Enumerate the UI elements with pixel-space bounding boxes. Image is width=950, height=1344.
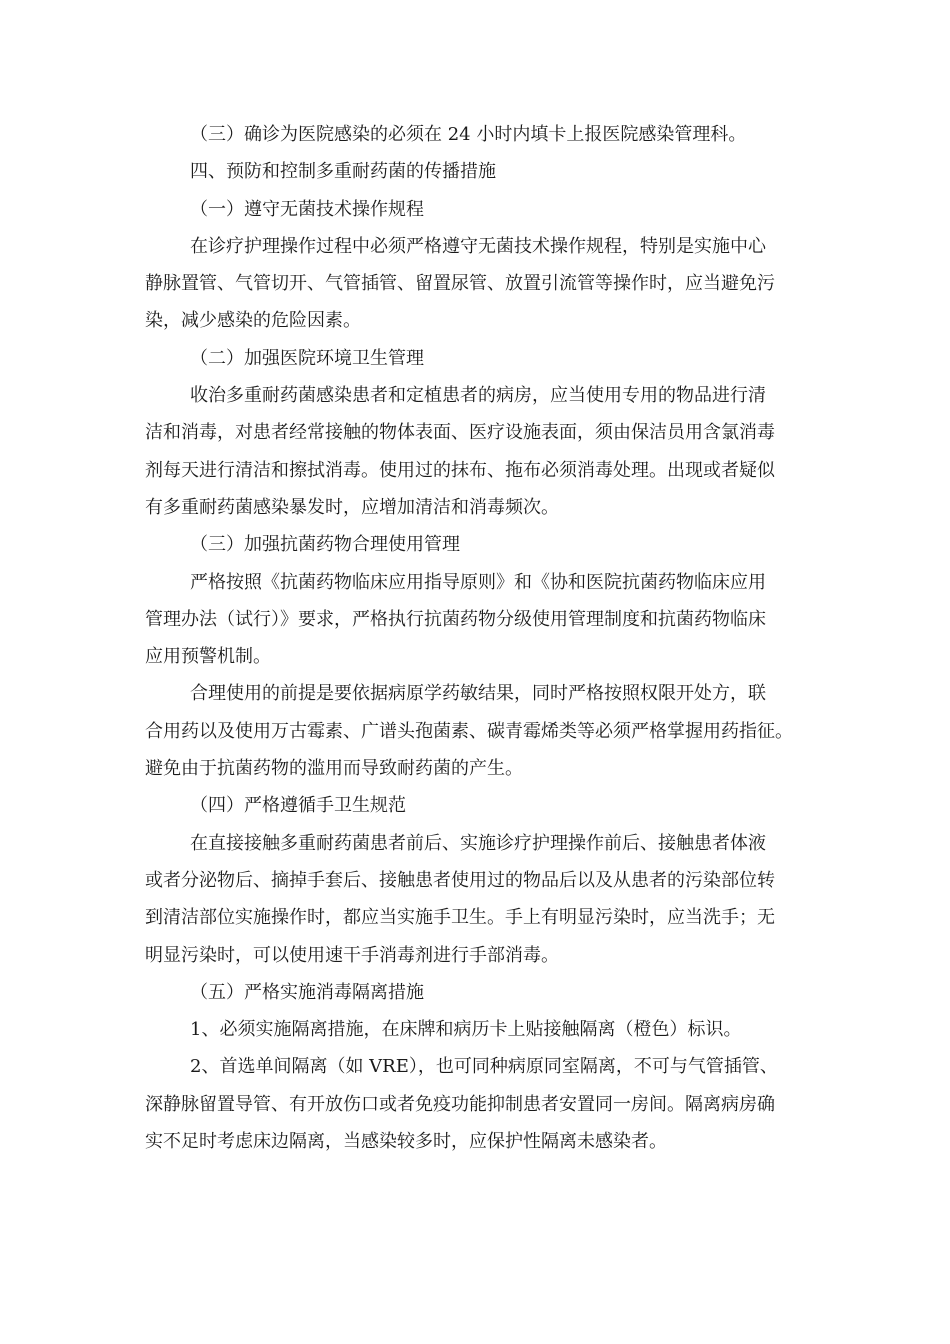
text-line: 实不足时考虑床边隔离，当感染较多时，应保护性隔离未感染者。	[145, 1131, 667, 1153]
paragraph-aseptic-technique	[145, 228, 807, 340]
text-line: 收治多重耐药菌感染患者和定植患者的病房，应当使用专用的物品进行清	[190, 385, 766, 407]
text-line: 到清洁部位实施操作时，都应当实施手卫生。手上有明显污染时，应当洗手；无	[145, 907, 775, 929]
text-line: 在诊疗护理操作过程中必须严格遵守无菌技术操作规程，特别是实施中心	[190, 235, 766, 257]
text-line: 深静脉留置导管、有开放伤口或者免疫功能抑制患者安置同一房间。隔离病房确	[145, 1093, 775, 1115]
text-line: （五）严格实施消毒隔离措施	[190, 981, 424, 1003]
text-line: 合理使用的前提是要依据病原学药敏结果，同时严格按照权限开处方，联	[190, 683, 766, 705]
text-line: （二）加强医院环境卫生管理	[190, 347, 424, 369]
text-line: 或者分泌物后、摘掉手套后、接触患者使用过的物品后以及从患者的污染部位转	[145, 869, 775, 891]
text-line: （三）确诊为医院感染的必须在 24 小时内填卡上报医院感染管理科。	[190, 124, 747, 145]
subheading-3-antibiotic-management	[145, 526, 807, 563]
subheading-4-hand-hygiene	[145, 787, 807, 824]
text-line: 2、首选单间隔离（如 VRE），也可同种病原同室隔离，不可与气管插管、	[190, 1056, 778, 1078]
text-line: 洁和消毒，对患者经常接触的物体表面、医疗设施表面，须由保洁员用含氯消毒	[145, 422, 775, 444]
text-line: （一）遵守无菌技术操作规程	[190, 198, 424, 220]
text-line: 四、预防和控制多重耐药菌的传播措施	[190, 161, 496, 183]
text-line: 有多重耐药菌感染暴发时，应增加清洁和消毒频次。	[145, 496, 559, 518]
paragraph-rational-use	[145, 675, 807, 787]
paragraph-antibiotic-guidelines	[145, 564, 807, 676]
text-line: 静脉置管、气管切开、气管插管、留置尿管、放置引流管等操作时，应当避免污	[145, 273, 775, 295]
text-line: （四）严格遵循手卫生规范	[190, 795, 406, 817]
section-heading-4-prevention	[145, 153, 807, 190]
text-line: 合用药以及使用万古霉素、广谱头孢菌素、碳青霉烯类等必须严格掌握用药指征。	[145, 720, 793, 742]
text-line: 剂每天进行清洁和擦拭消毒。使用过的抹布、拖布必须消毒处理。出现或者疑似	[145, 459, 775, 481]
text-line: 在直接接触多重耐药菌患者前后、实施诊疗护理操作前后、接触患者体液	[190, 832, 766, 854]
paragraph-isolation-item-1	[145, 1011, 807, 1048]
subheading-2-environment-hygiene	[145, 340, 807, 377]
text-line: 管理办法（试行）》要求，严格执行抗菌药物分级使用管理制度和抗菌药物临床	[145, 608, 766, 630]
paragraph-isolation-item-2	[145, 1048, 807, 1160]
text-line: 染，减少感染的危险因素。	[145, 310, 361, 332]
subheading-3-case-report	[145, 116, 807, 153]
text-line: 明显污染时，可以使用速干手消毒剂进行手部消毒。	[145, 944, 559, 966]
subheading-1-aseptic-technique	[145, 191, 807, 228]
text-line: 严格按照《抗菌药物临床应用指导原则》和《协和医院抗菌药物临床应用	[190, 571, 766, 593]
paragraph-environment-hygiene	[145, 377, 807, 526]
text-line: 应用预警机制。	[145, 646, 271, 668]
document-body	[145, 116, 807, 1160]
text-line: 避免由于抗菌药物的滥用而导致耐药菌的产生。	[145, 758, 523, 780]
subheading-5-isolation	[145, 974, 807, 1011]
text-line: （三）加强抗菌药物合理使用管理	[190, 534, 460, 556]
text-line: 1、必须实施隔离措施，在床牌和病历卡上贴接触隔离（橙色）标识。	[190, 1019, 742, 1041]
paragraph-hand-hygiene	[145, 825, 807, 974]
